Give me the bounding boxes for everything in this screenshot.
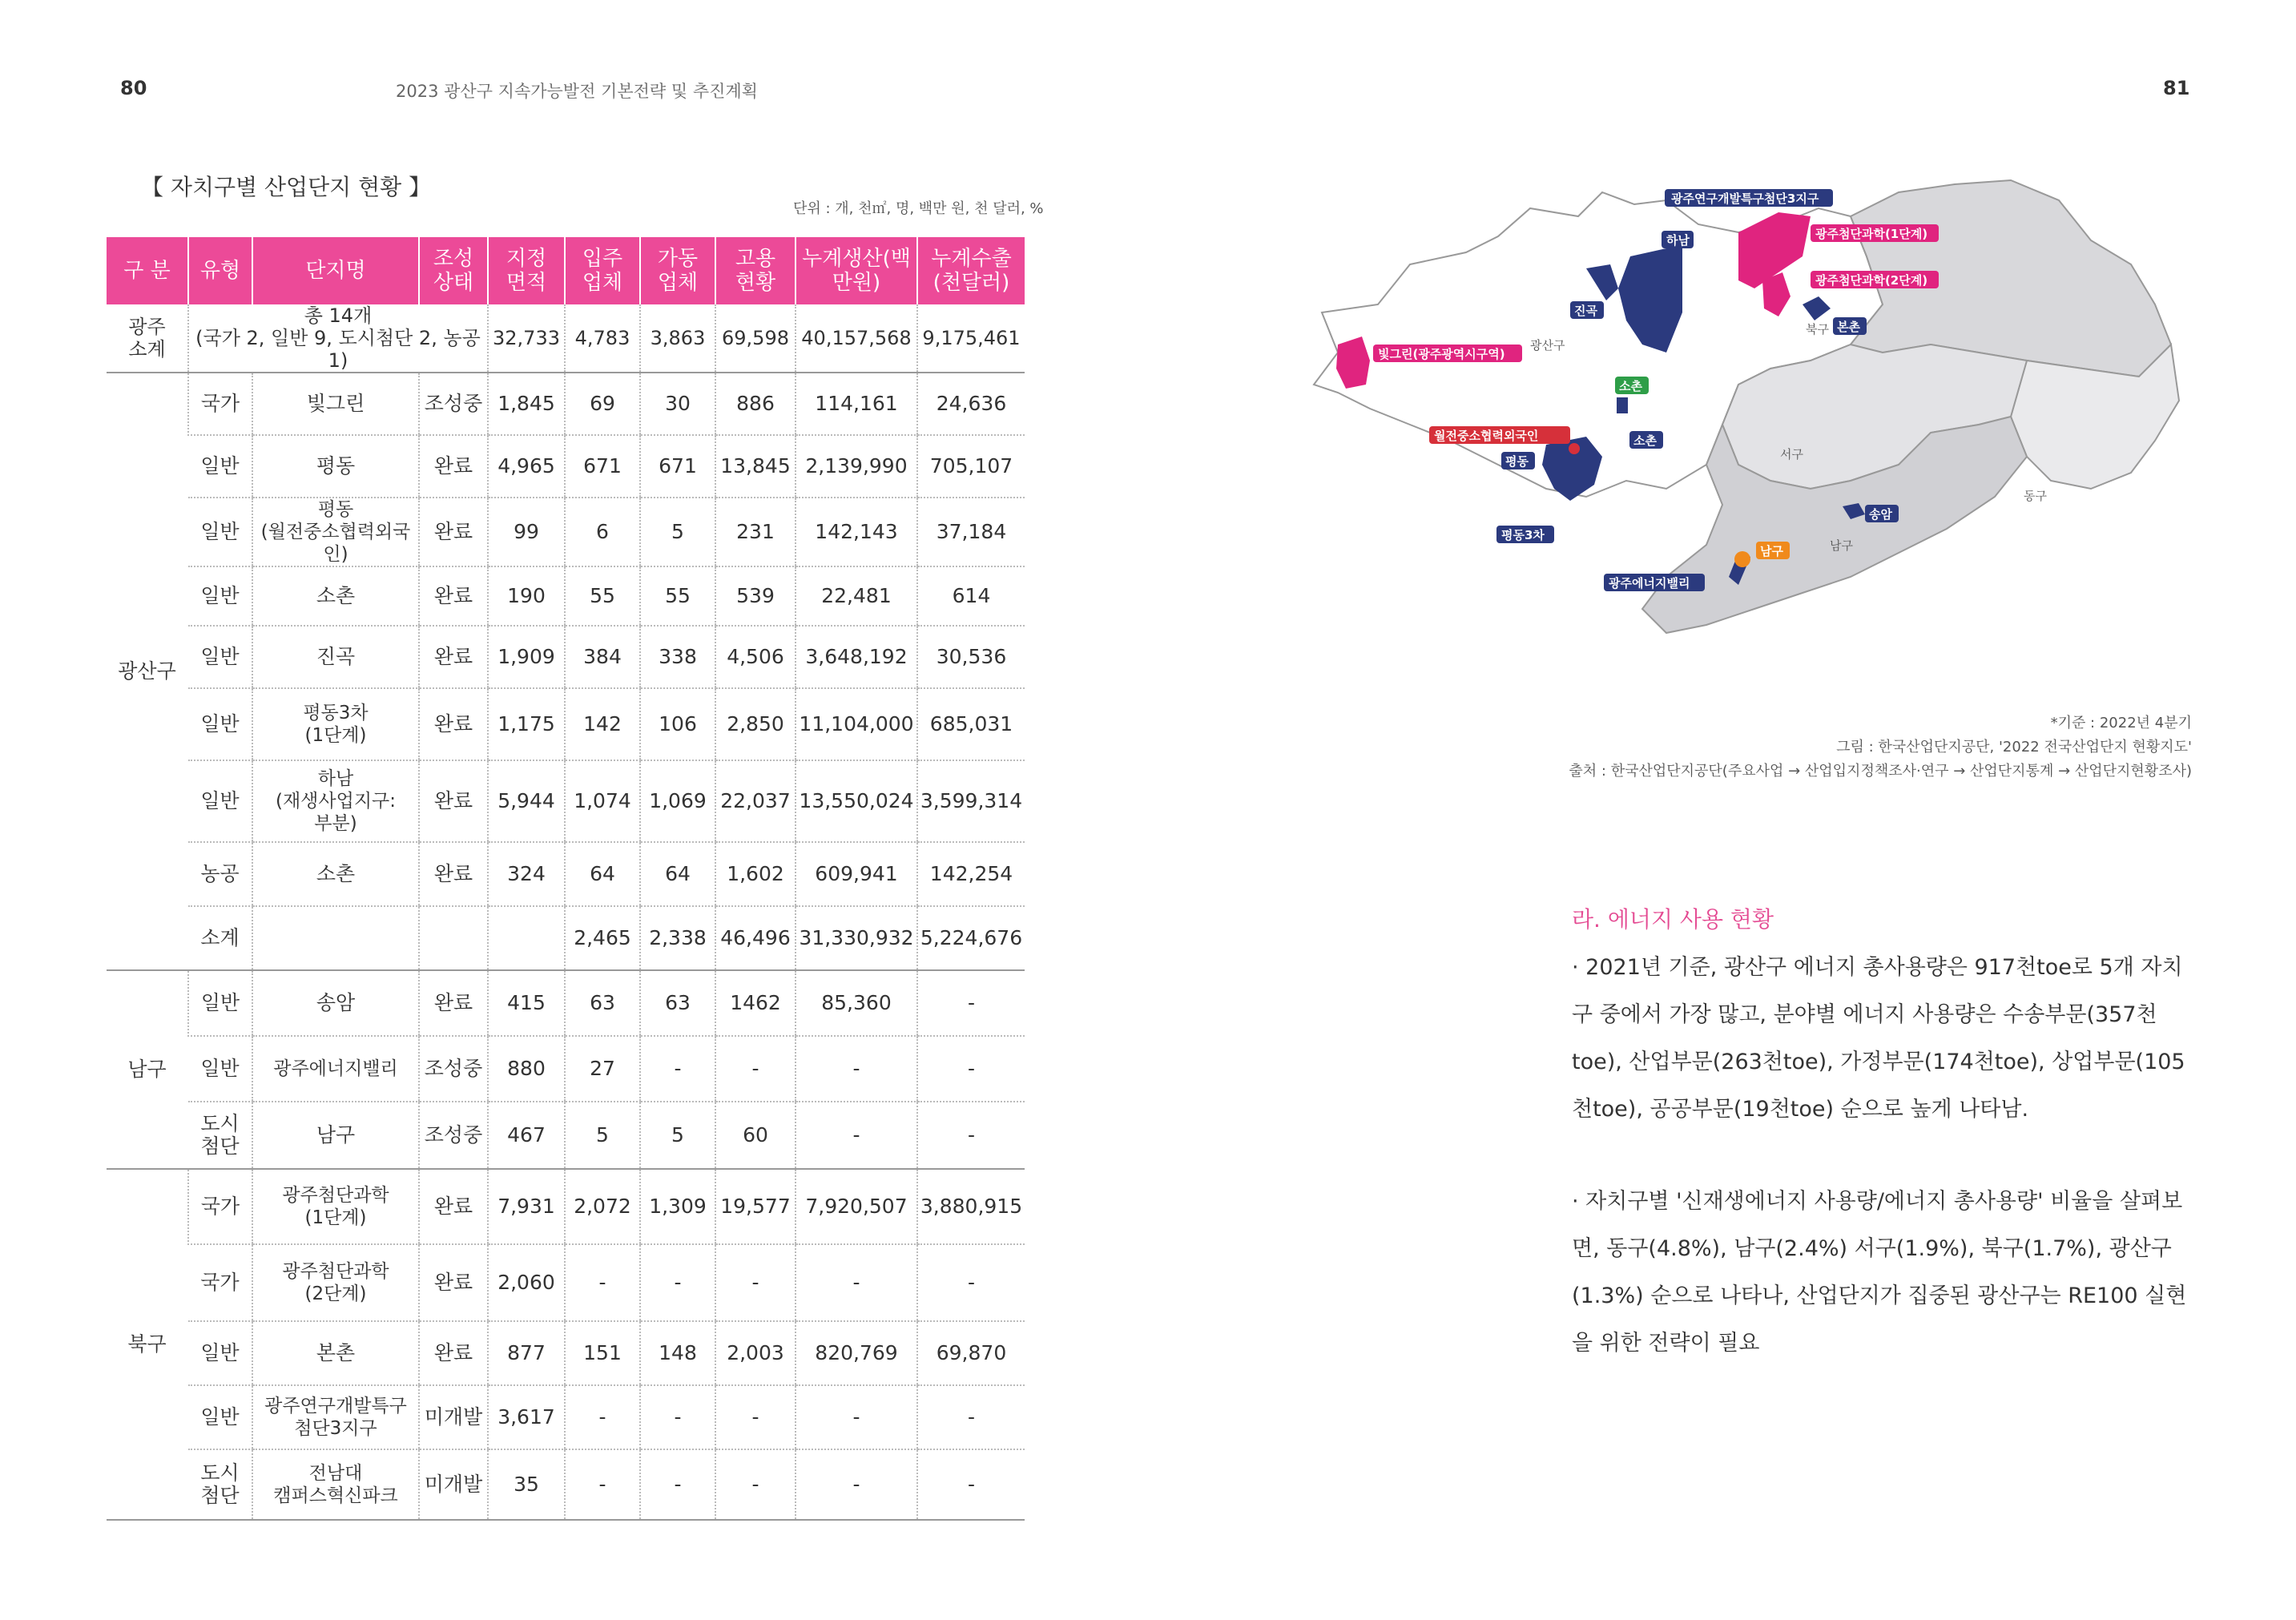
area-cell: 7,931 xyxy=(488,1169,565,1244)
status-cell: 완료 xyxy=(419,566,488,626)
name-cell: 빛그린 xyxy=(252,373,419,435)
employment-cell: 13,845 xyxy=(715,435,796,498)
employment-cell: 2,850 xyxy=(715,688,796,760)
map-note-figure: 그림 : 한국산업단지공단, '2022 전국산업단지 현황지도' xyxy=(1836,739,2192,756)
map-tag-namgu xyxy=(1756,542,1790,559)
col-header: 누계수출 (천달러) xyxy=(917,237,1025,304)
name-cell: 광주에너지밸리 xyxy=(252,1036,419,1102)
operating-cell: 671 xyxy=(640,435,715,498)
total-desc: 총 14개 (국가 2, 일반 9, 도시첨단 2, 농공 1) xyxy=(188,304,488,373)
tenants-cell: 671 xyxy=(565,435,640,498)
table-row xyxy=(107,1169,1025,1244)
tenants-cell: 27 xyxy=(565,1036,640,1102)
area-cell: 324 xyxy=(488,842,565,906)
export-cell: - xyxy=(917,1244,1025,1321)
map-note-basis: *기준 : 2022년 4분기 xyxy=(2050,715,2192,731)
tenants-cell: 6 xyxy=(565,498,640,566)
total-tenants: 4,783 xyxy=(565,304,640,373)
area-cell: 1,909 xyxy=(488,626,565,688)
tenants-cell: - xyxy=(565,1244,640,1321)
map-tag-songam xyxy=(1865,505,1899,522)
area-cell: 3,617 xyxy=(488,1385,565,1449)
table-row xyxy=(107,1102,1025,1169)
type-cell: 일반 xyxy=(188,760,252,842)
table-row xyxy=(107,566,1025,626)
svg-text:광주첨단과학(1단계): 광주첨단과학(1단계) xyxy=(1815,227,1928,241)
map-tag-hanam xyxy=(1662,231,1694,248)
map-complex-namgu-dot xyxy=(1734,551,1750,567)
tenants-cell: 151 xyxy=(565,1321,640,1385)
paragraph-renewable-ratio: · 자치구별 '신재생에너지 사용량/에너지 총사용량' 비율을 살펴보면, 동구(4.8%), 남구(2.4%) 서구(1.9%), 북구(1.7%), 광산구(1.3%) 순으로 나타나, 산업단지가 집중된 광산구는 RE100 실현을 위한 전략이 필요 xyxy=(1572,1189,2187,1356)
col-header: 구 분 xyxy=(107,237,188,304)
employment-cell: 1,602 xyxy=(715,842,796,906)
export-cell: - xyxy=(917,1385,1025,1449)
type-cell: 국가 xyxy=(188,1244,252,1321)
svg-text:소촌: 소촌 xyxy=(1633,433,1657,448)
map-tag-cheomdan1 xyxy=(1811,224,1939,242)
total-export: 9,175,461 xyxy=(917,304,1025,373)
employment-cell: 19,577 xyxy=(715,1169,796,1244)
area-cell: 5,944 xyxy=(488,760,565,842)
operating-cell: - xyxy=(640,1036,715,1102)
operating-cell: 64 xyxy=(640,842,715,906)
operating-cell: 30 xyxy=(640,373,715,435)
map-tag-bitgreen xyxy=(1373,345,1522,362)
employment-cell: 4,506 xyxy=(715,626,796,688)
status-cell: 완료 xyxy=(419,842,488,906)
name-cell xyxy=(252,906,419,970)
table-row xyxy=(107,1449,1025,1520)
area-cell: 1,845 xyxy=(488,373,565,435)
svg-text:광주첨단과학(2단계): 광주첨단과학(2단계) xyxy=(1815,273,1928,288)
production-cell: 31,330,932 xyxy=(796,906,917,970)
type-cell: 국가 xyxy=(188,373,252,435)
svg-text:본촌: 본촌 xyxy=(1837,320,1860,334)
map-complex-sochon xyxy=(1617,397,1628,413)
production-cell: 114,161 xyxy=(796,373,917,435)
col-header: 지정 면적 xyxy=(488,237,565,304)
area-cell: 415 xyxy=(488,970,565,1036)
employment-cell: 1462 xyxy=(715,970,796,1036)
svg-text:송암: 송암 xyxy=(1869,507,1892,522)
table-row xyxy=(107,1036,1025,1102)
name-cell: 전남대 캠퍼스혁신파크 xyxy=(252,1449,419,1520)
map-district-label: 북구 xyxy=(1806,322,1829,336)
map-district-label: 남구 xyxy=(1830,538,1853,553)
name-cell: 광주첨단과학 (2단계) xyxy=(252,1244,419,1321)
employment-cell: 539 xyxy=(715,566,796,626)
employment-cell: 46,496 xyxy=(715,906,796,970)
operating-cell: 55 xyxy=(640,566,715,626)
total-employment: 69,598 xyxy=(715,304,796,373)
area-cell: 4,965 xyxy=(488,435,565,498)
tenants-cell: 5 xyxy=(565,1102,640,1169)
name-cell: 본촌 xyxy=(252,1321,419,1385)
operating-cell: 106 xyxy=(640,688,715,760)
status-cell: 완료 xyxy=(419,498,488,566)
tenants-cell: 142 xyxy=(565,688,640,760)
operating-cell: 1,069 xyxy=(640,760,715,842)
export-cell: - xyxy=(917,1449,1025,1520)
name-cell: 하남 (재생사업지구: 부분) xyxy=(252,760,419,842)
production-cell: 3,648,192 xyxy=(796,626,917,688)
industrial-complex-table xyxy=(107,237,1025,1521)
type-cell: 일반 xyxy=(188,1036,252,1102)
area-cell: 467 xyxy=(488,1102,565,1169)
map-tag-sochon-2 xyxy=(1629,431,1663,449)
tenants-cell: - xyxy=(565,1385,640,1449)
table-row xyxy=(107,1244,1025,1321)
svg-text:평동: 평동 xyxy=(1505,454,1529,469)
status-cell: 미개발 xyxy=(419,1449,488,1520)
status-cell: 완료 xyxy=(419,1321,488,1385)
operating-cell: 148 xyxy=(640,1321,715,1385)
col-header: 입주 업체 xyxy=(565,237,640,304)
operating-cell: 1,309 xyxy=(640,1169,715,1244)
production-cell: - xyxy=(796,1102,917,1169)
production-cell: 820,769 xyxy=(796,1321,917,1385)
export-cell: 5,224,676 xyxy=(917,906,1025,970)
type-cell: 국가 xyxy=(188,1169,252,1244)
area-cell xyxy=(488,906,565,970)
region-cell: 남구 xyxy=(107,970,188,1169)
name-cell: 송암 xyxy=(252,970,419,1036)
status-cell: 완료 xyxy=(419,1244,488,1321)
type-cell: 일반 xyxy=(188,1385,252,1449)
svg-text:광주에너지밸리: 광주에너지밸리 xyxy=(1609,576,1690,590)
type-cell: 일반 xyxy=(188,970,252,1036)
export-cell: - xyxy=(917,970,1025,1036)
export-cell: 69,870 xyxy=(917,1321,1025,1385)
production-cell: 85,360 xyxy=(796,970,917,1036)
table-row xyxy=(107,435,1025,498)
type-cell: 도시 첨단 xyxy=(188,1449,252,1520)
status-cell xyxy=(419,906,488,970)
name-cell: 평동3차 (1단계) xyxy=(252,688,419,760)
employment-cell: 2,003 xyxy=(715,1321,796,1385)
operating-cell: 63 xyxy=(640,970,715,1036)
area-cell: 2,060 xyxy=(488,1244,565,1321)
table-row xyxy=(107,688,1025,760)
col-header: 가동 업체 xyxy=(640,237,715,304)
production-cell: 142,143 xyxy=(796,498,917,566)
map-tag-woljeon xyxy=(1429,426,1570,444)
type-cell: 일반 xyxy=(188,566,252,626)
total-production: 40,157,568 xyxy=(796,304,917,373)
region-cell: 광산구 xyxy=(107,373,188,970)
production-cell: 11,104,000 xyxy=(796,688,917,760)
table-row xyxy=(107,498,1025,566)
export-cell: - xyxy=(917,1036,1025,1102)
svg-text:월전중소협력외국인: 월전중소협력외국인 xyxy=(1434,429,1539,443)
table-row xyxy=(107,906,1025,970)
status-cell: 조성중 xyxy=(419,1036,488,1102)
table-row xyxy=(107,842,1025,906)
tenants-cell: 1,074 xyxy=(565,760,640,842)
export-cell: 24,636 xyxy=(917,373,1025,435)
total-region: 광주 소계 xyxy=(107,304,188,373)
operating-cell: - xyxy=(640,1385,715,1449)
tenants-cell: 2,072 xyxy=(565,1169,640,1244)
col-header: 고용 현황 xyxy=(715,237,796,304)
map-complex-woljeon-dot xyxy=(1569,443,1580,454)
area-cell: 190 xyxy=(488,566,565,626)
svg-text:평동3차: 평동3차 xyxy=(1501,528,1545,542)
export-cell: 3,599,314 xyxy=(917,760,1025,842)
employment-cell: 22,037 xyxy=(715,760,796,842)
operating-cell: 5 xyxy=(640,498,715,566)
svg-text:소촌: 소촌 xyxy=(1619,379,1642,393)
col-header: 누계생산(백 만원) xyxy=(796,237,917,304)
total-operating: 3,863 xyxy=(640,304,715,373)
production-cell: 13,550,024 xyxy=(796,760,917,842)
type-cell: 일반 xyxy=(188,1321,252,1385)
unit-note: 단위 : 개, 천㎡, 명, 백만 원, 천 달러, % xyxy=(793,200,1044,217)
map-district-label: 광산구 xyxy=(1530,338,1565,353)
type-cell: 도시 첨단 xyxy=(188,1102,252,1169)
export-cell: 3,880,915 xyxy=(917,1169,1025,1244)
export-cell: 30,536 xyxy=(917,626,1025,688)
name-cell: 광주연구개발특구 첨단3지구 xyxy=(252,1385,419,1449)
status-cell: 조성중 xyxy=(419,373,488,435)
table-row xyxy=(107,626,1025,688)
map-tag-pyeongdong3 xyxy=(1496,526,1554,543)
production-cell: 7,920,507 xyxy=(796,1169,917,1244)
svg-text:빛그린(광주광역시구역): 빛그린(광주광역시구역) xyxy=(1378,347,1505,361)
name-cell: 소촌 xyxy=(252,842,419,906)
area-cell: 1,175 xyxy=(488,688,565,760)
type-cell: 일반 xyxy=(188,626,252,688)
status-cell: 완료 xyxy=(419,626,488,688)
table-row xyxy=(107,1385,1025,1449)
paragraph-energy-usage: · 2021년 기준, 광산구 에너지 총사용량은 917천toe로 5개 자치구 중에서 가장 많고, 분야별 에너지 사용량은 수송부문(357천toe), 산업부문(263천toe), 가정부문(174천toe), 상업부문(105천toe), 공공부문(19천toe) 순으로 높게 나타남. xyxy=(1572,955,2185,1122)
map-note-source: 출처 : 한국산업단지공단(주요사업 → 산업입지정책조사·연구 → 산업단지통계 → 산업단지현황조사) xyxy=(1569,763,2192,780)
section-heading: 라. 에너지 사용 현황 xyxy=(1572,906,1774,933)
name-cell: 소촌 xyxy=(252,566,419,626)
type-cell: 일반 xyxy=(188,498,252,566)
production-cell: 609,941 xyxy=(796,842,917,906)
map-tag-pyeongdong xyxy=(1501,452,1535,469)
production-cell: - xyxy=(796,1036,917,1102)
region-cell: 북구 xyxy=(107,1169,188,1520)
table-title: 【 자치구별 산업단지 현황 】 xyxy=(141,174,432,200)
total-area: 32,733 xyxy=(488,304,565,373)
export-cell: 685,031 xyxy=(917,688,1025,760)
export-cell: 614 xyxy=(917,566,1025,626)
page-number-left: 80 xyxy=(120,77,147,99)
operating-cell: 338 xyxy=(640,626,715,688)
name-cell: 남구 xyxy=(252,1102,419,1169)
map-tag-energy xyxy=(1604,574,1705,591)
col-header: 유형 xyxy=(188,237,252,304)
area-cell: 35 xyxy=(488,1449,565,1520)
map-tag-cheomdan2 xyxy=(1811,271,1939,288)
map-tag-research xyxy=(1665,189,1833,207)
svg-text:광주연구개발특구첨단3지구: 광주연구개발특구첨단3지구 xyxy=(1671,191,1819,206)
status-cell: 완료 xyxy=(419,760,488,842)
employment-cell: 231 xyxy=(715,498,796,566)
type-cell: 소계 xyxy=(188,906,252,970)
production-cell: 22,481 xyxy=(796,566,917,626)
map-tag-bonchon xyxy=(1833,317,1867,335)
tenants-cell: 63 xyxy=(565,970,640,1036)
svg-text:남구: 남구 xyxy=(1760,544,1783,558)
export-cell: 705,107 xyxy=(917,435,1025,498)
area-cell: 99 xyxy=(488,498,565,566)
type-cell: 일반 xyxy=(188,435,252,498)
export-cell: - xyxy=(917,1102,1025,1169)
tenants-cell: 384 xyxy=(565,626,640,688)
col-header: 단지명 xyxy=(252,237,419,304)
status-cell: 완료 xyxy=(419,688,488,760)
table-total-row xyxy=(107,304,1025,373)
export-cell: 142,254 xyxy=(917,842,1025,906)
employment-cell: 886 xyxy=(715,373,796,435)
production-cell: - xyxy=(796,1449,917,1520)
name-cell: 평동 (월전중소협력외국인) xyxy=(252,498,419,566)
employment-cell: - xyxy=(715,1385,796,1449)
name-cell: 평동 xyxy=(252,435,419,498)
employment-cell: - xyxy=(715,1244,796,1321)
tenants-cell: 69 xyxy=(565,373,640,435)
area-cell: 880 xyxy=(488,1036,565,1102)
type-cell: 일반 xyxy=(188,688,252,760)
page-number-right: 81 xyxy=(2163,77,2190,99)
export-cell: 37,184 xyxy=(917,498,1025,566)
status-cell: 완료 xyxy=(419,435,488,498)
production-cell: - xyxy=(796,1385,917,1449)
status-cell: 완료 xyxy=(419,1169,488,1244)
status-cell: 조성중 xyxy=(419,1102,488,1169)
tenants-cell: 64 xyxy=(565,842,640,906)
tenants-cell: 55 xyxy=(565,566,640,626)
table-header-row xyxy=(107,237,1025,304)
document-title: 2023 광산구 지속가능발전 기본전략 및 추진계획 xyxy=(396,82,758,101)
status-cell: 미개발 xyxy=(419,1385,488,1449)
employment-cell: - xyxy=(715,1449,796,1520)
name-cell: 진곡 xyxy=(252,626,419,688)
industrial-complex-map xyxy=(1290,160,2187,673)
employment-cell: - xyxy=(715,1036,796,1102)
table-row xyxy=(107,760,1025,842)
col-header: 조성 상태 xyxy=(419,237,488,304)
production-cell: - xyxy=(796,1244,917,1321)
name-cell: 광주첨단과학 (1단계) xyxy=(252,1169,419,1244)
tenants-cell: 2,465 xyxy=(565,906,640,970)
operating-cell: - xyxy=(640,1449,715,1520)
operating-cell: 2,338 xyxy=(640,906,715,970)
employment-cell: 60 xyxy=(715,1102,796,1169)
tenants-cell: - xyxy=(565,1449,640,1520)
map-tag-sochon-1 xyxy=(1615,377,1649,394)
svg-text:진곡: 진곡 xyxy=(1574,304,1597,318)
map-district-label: 서구 xyxy=(1780,447,1803,461)
map-tag-jingok xyxy=(1570,301,1604,319)
map-district-label: 동구 xyxy=(2024,489,2047,503)
production-cell: 2,139,990 xyxy=(796,435,917,498)
table-row xyxy=(107,373,1025,435)
svg-text:하남: 하남 xyxy=(1666,233,1690,248)
table-row xyxy=(107,1321,1025,1385)
operating-cell: 5 xyxy=(640,1102,715,1169)
status-cell: 완료 xyxy=(419,970,488,1036)
operating-cell: - xyxy=(640,1244,715,1321)
area-cell: 877 xyxy=(488,1321,565,1385)
type-cell: 농공 xyxy=(188,842,252,906)
table-row xyxy=(107,970,1025,1036)
